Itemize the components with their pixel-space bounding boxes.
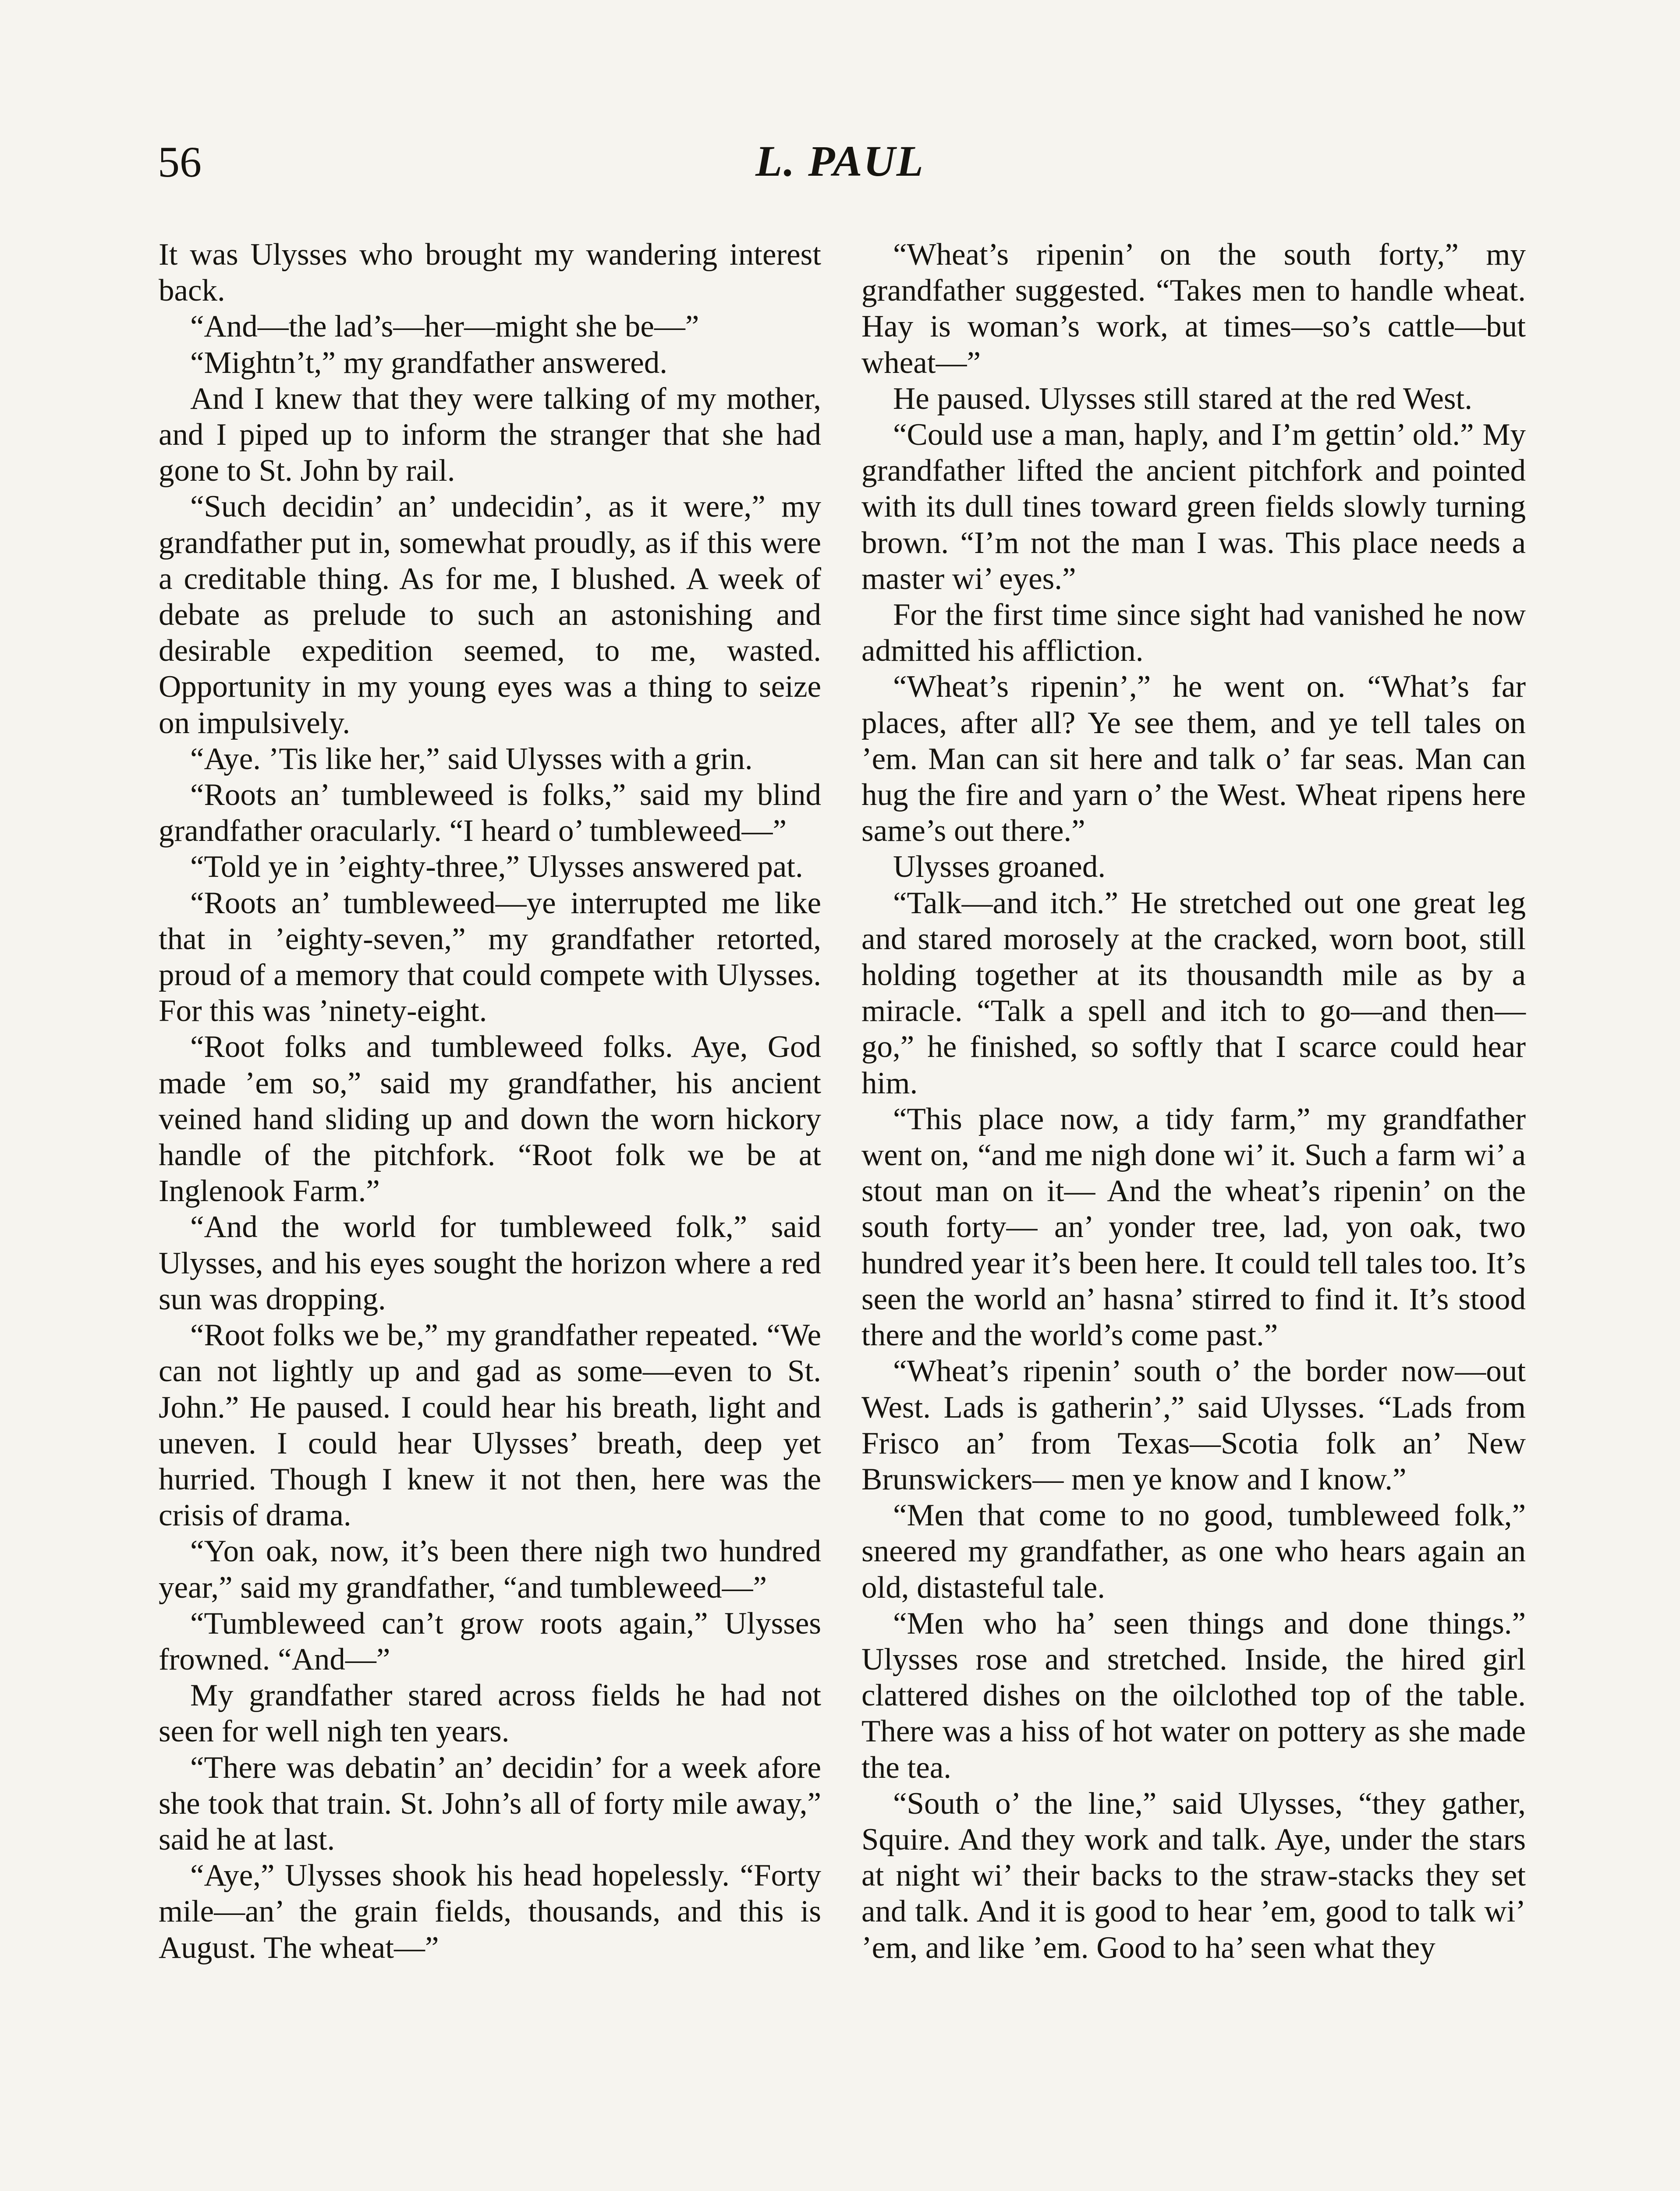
running-title: L. PAUL — [755, 137, 925, 185]
paragraph: “Root folks we be,” my grandfather repeated. “We can not lightly up and gad as some—even to St. John.” He paused. I could hear his breath, light and uneven. I could hear Ulysses’ breath, deep yet hurried. Though I knew it not then, here was the crisis of drama. — [159, 1318, 821, 1533]
paragraph: It was Ulysses who brought my wandering interest back. — [159, 238, 821, 308]
paragraph: My grandfather stared across fields he had not seen for well nigh ten years. — [159, 1678, 821, 1749]
paragraph: “Wheat’s ripenin’,” he went on. “What’s far places, after all? Ye see them, and ye tell tales on ’em. Man can sit here and talk o’ far seas. Man can hug the fire and yarn o’ the West. Wheat ripens here same’s out there.” — [861, 670, 1526, 848]
paragraph: And I knew that they were talking of my mother, and I piped up to inform the stranger that she had gone to St. John by rail. — [159, 381, 821, 488]
paragraph: “Men who ha’ seen things and done things.” Ulysses rose and stretched. Inside, the hired girl clattered dishes on the oilclothed top of the table. There was a hiss of hot water on pottery as she made the tea. — [861, 1606, 1526, 1785]
paragraph: “South o’ the line,” said Ulysses, “they gather, Squire. And they work and talk. Aye, under the stars at night wi’ their backs to the straw-stacks they set and talk. And it is good to hear ’em, good to talk wi’ ’em, and like ’em. Good to ha’ seen what they — [861, 1786, 1526, 1965]
paragraph: “Aye. ’Tis like her,” said Ulysses with a grin. — [190, 741, 753, 776]
paragraph: For the first time since sight had vanished he now admitted his affliction. — [861, 598, 1526, 668]
paragraph: “And—the lad’s—her—might she be—” — [190, 309, 699, 344]
paragraph: “Talk—and itch.” He stretched out one great leg and stared morosely at the cracked, worn boot, still holding together at its thousandth mile as by a miracle. “Talk a spell and itch to go—and then—go,” he finished, so softly that I scarce could hear him. — [861, 886, 1526, 1100]
paragraph: “Could use a man, haply, and I’m gettin’ old.” My grandfather lifted the ancient pitchfork and pointed with its dull tines toward green fields slowly turning brown. “I’m not the man I was. This place needs a master wi’ eyes.” — [861, 418, 1526, 596]
paragraph: “Men that come to no good, tumbleweed folk,” sneered my grandfather, as one who hears again an old, distasteful tale. — [861, 1498, 1526, 1605]
paragraph: “Roots an’ tumbleweed—ye interrupted me like that in ’eighty-seven,” my grandfather retorted, proud of a memory that could compete with Ulysses. For this was ’ninety-eight. — [159, 886, 821, 1028]
paragraph: “And the world for tumbleweed folk,” said Ulysses, and his eyes sought the horizon where a red sun was dropping. — [159, 1210, 821, 1316]
paragraph: “This place now, a tidy farm,” my grandfather went on, “and me nigh done wi’ it. Such a farm wi’ a stout man on it— And the wheat’s ripenin’ on the south forty— an’ yonder tree, lad, yon oak, two hundred year it’s been here. It could tell tales too. It’s seen the world an’ hasna’ stirred to find it. It’s stood there and the world’s come past.” — [861, 1102, 1526, 1353]
paragraph: “Such decidin’ an’ undecidin’, as it were,” my grandfather put in, somewhat proudly, as if this were a creditable thing. As for me, I blushed. A week of debate as prelude to such an astonishing and desirable expedition seemed, to me, wasted. Opportunity in my young eyes was a thing to seize on impulsively. — [159, 489, 821, 740]
left-column — [159, 237, 821, 1966]
paragraph: “Aye,” Ulysses shook his head hopelessly. “Forty mile—an’ the grain fields, thousands, and this is August. The wheat—” — [159, 1858, 821, 1965]
paragraph: “Wheat’s ripenin’ south o’ the border now—out West. Lads is gatherin’,” said Ulysses. “Lads from Frisco an’ from Texas—Scotia folk an’ New Brunswickers— men ye know and I know.” — [861, 1354, 1526, 1496]
paragraph: “Root folks and tumbleweed folks. Aye, God made ’em so,” said my grandfather, his ancient veined hand sliding up and down the worn hickory handle of the pitchfork. “Root folk we be at Inglenook Farm.” — [159, 1030, 821, 1209]
paragraph: “Tumbleweed can’t grow roots again,” Ulysses frowned. “And—” — [159, 1606, 821, 1677]
paragraph: “Roots an’ tumbleweed is folks,” said my blind grandfather oracularly. “I heard o’ tumbleweed—” — [159, 778, 821, 848]
paragraph: “Yon oak, now, it’s been there nigh two hundred year,” said my grandfather, “and tumbleweed—” — [159, 1534, 821, 1605]
paragraph: “Told ye in ’eighty-three,” Ulysses answered pat. — [190, 850, 803, 884]
right-column — [861, 237, 1526, 1966]
paragraph: “Wheat’s ripenin’ on the south forty,” my grandfather suggested. “Takes men to handle wheat. Hay is woman’s work, at times—so’s cattle—but wheat—” — [861, 238, 1526, 380]
paragraph: He paused. Ulysses still stared at the red West. — [893, 381, 1472, 416]
paragraph: Ulysses groaned. — [893, 850, 1106, 884]
paragraph: “Mightn’t,” my grandfather answered. — [190, 345, 667, 380]
page-number: 56 — [158, 138, 202, 186]
paragraph: “There was debatin’ an’ decidin’ for a week afore she took that train. St. John’s all of forty mile away,” said he at last. — [159, 1750, 821, 1857]
